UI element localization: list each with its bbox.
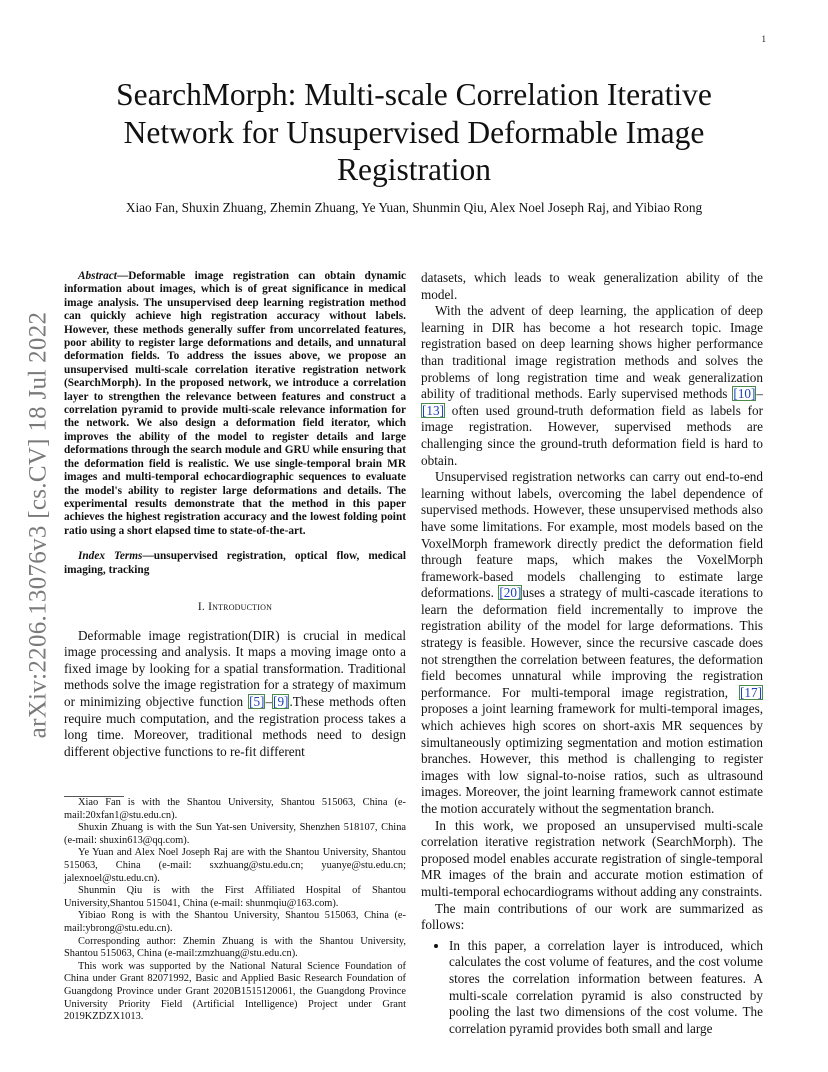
- arxiv-stamp-text: arXiv:2206.13076v3 [cs.CV] 18 Jul 2022: [24, 311, 51, 739]
- abstract: [64, 270, 406, 538]
- footnote: Shuxin Zhuang is with the Sun Yat-sen University, Shenzhen 518107, China (e-mail: shuxin613@qq.com).: [64, 822, 406, 846]
- page-number: 1: [761, 34, 766, 44]
- arxiv-stamp: [10, 290, 66, 760]
- citation-link[interactable]: [13]: [422, 402, 444, 418]
- paragraph-this-work: In this work, we proposed an unsupervised multi-scale correlation iterative registration network (SearchMorph). The proposed model enables accurate registration of single-temporal MR images of the brain and accurate motion estimation of multi-temporal echocardiograms without adding any constraints.: [421, 817, 763, 899]
- list-item: • In this paper, a correlation layer is introduced, which calculates the cost volume of features, and the cost volume stores the correlation information between features. A multi-scale correlation pyramid is also constructed by pooling the last two dimensions of the cost volume. The correlation pyramid provides both small and large: [449, 938, 763, 1038]
- citation-link[interactable]: [5]: [249, 693, 265, 709]
- footnote: Ye Yuan and Alex Noel Joseph Raj are with the Shantou University, Shantou 515063, China (e-mail: sxzhuang@stu.edu.cn; yuanye@stu.edu.cn; jalexnoel@stu.edu.cn).: [64, 847, 406, 884]
- paragraph-text: Deformable image registration(DIR) is crucial in medical image processing and analysis. It maps a moving image onto a fixed image by looking for a spatial transformation. Traditional methods solve the image registration for a strategy of maximum or minimizing objective function: [64, 627, 406, 709]
- footnote: Shunmin Qiu is with the First Affiliated Hospital of Shantou University,Shantou 515041, China (e-mail: shunmqiu@163.com).: [64, 885, 406, 909]
- paper-title: SearchMorph: Multi-scale Correlation Iterative Network for Unsupervised Deformable Image Registration: [116, 77, 712, 187]
- paragraph-text: proposes a joint learning framework for multi-temporal images, which achieves high scores on short-axis MR sequences by simultaneously optimizing segmentation and motion estimation branches. However, this method is challenging to register images with low signal-to-noise ratios, such as ultrasound images. Moreover, the joint learning framework cannot estimate the motion accurately without the segmentation branch.: [421, 701, 763, 816]
- left-column: [64, 270, 406, 760]
- paragraph-deep-learning: [421, 303, 763, 469]
- right-column: [421, 270, 763, 1037]
- paragraph-text: With the advent of deep learning, the application of deep learning in DIR has become a hot research topic. Image registration based on deep learning shows higher performance than traditional image registration methods and solves the problems of long registration time and weak generalization ability of traditional methods. Early supervised methods: [421, 303, 763, 402]
- citation-link[interactable]: [17]: [740, 684, 762, 700]
- citation-link[interactable]: [20]: [499, 585, 522, 601]
- abstract-label: Abstract: [78, 270, 117, 282]
- footnotes: [64, 796, 406, 1024]
- index-terms: [64, 550, 406, 577]
- index-terms-label: Index Terms: [78, 550, 143, 563]
- paragraph-text: uses a strategy of multi-cascade iterations to learn the deformation field incrementally to improve the registration ability of the model for large deformations. This strategy is feasible. However, since the recursive cascade does not strengthen the correlation between features, the deformation field becomes unnatural while improving the registration performance. For multi-temporal image registration,: [421, 585, 763, 700]
- section-title: Introduction: [208, 600, 273, 613]
- paragraph-text: Unsupervised registration networks can carry out end-to-end learning without labels, overcoming the label dependence of supervised methods. However, these unsupervised methods also have some limitations. For example, most models based on the VoxelMorph framework directly predict the deformation field through feature maps, which makes the VoxelMorph framework-based models challenging to estimate large deformations.: [421, 469, 763, 601]
- citation-link[interactable]: [10]: [733, 386, 756, 402]
- intro-paragraph-1: [64, 628, 406, 761]
- paragraph-unsupervised: [421, 469, 763, 817]
- footnote: Yibiao Rong is with the Shantou University, Shantou 515063, China (e-mail:ybrong@stu.edu.cn).: [64, 910, 406, 934]
- index-terms-text: —unsupervised registration, optical flow, medical imaging, tracking: [64, 550, 406, 576]
- citation-link[interactable]: [9]: [273, 693, 289, 709]
- section-numeral: I.: [197, 600, 205, 613]
- contributions-list: [421, 938, 763, 1038]
- paragraph-text: –: [756, 386, 763, 402]
- paragraph-contributions: The main contributions of our work are summarized as follows:: [421, 900, 763, 933]
- paragraph-text: –: [265, 693, 273, 709]
- footnote: Corresponding author: Zhemin Zhuang is with the Shantou University, Shantou 515063, China (e-mail:zmzhuang@stu.edu.cn).: [64, 935, 406, 960]
- abstract-text: —Deformable image registration can obtain dynamic information about images, which is of great significance in medical image analysis. The unsupervised deep learning registration method can quickly achieve high registration accuracy without labels. However, these methods generally suffer from uncorrelated features, poor ability to register large deformations and details, and unnatural deformation fields. To address the issues above, we propose an unsupervised multi-scale correlation iterative registration network (SearchMorph). In the proposed network, we introduce a correlation layer to strengthen the relevance between features and construct a correlation pyramid to provide multi-scale relevance information for the network. We also design a deformation field iterator, which improves the ability of the model to register details and large deformations through the search module and GRU while ensuring that the deformation field is realistic. We use single-temporal brain MR images and multi-temporal echocardiographic sequences to evaluate the model's ability to register large deformations and details. The experimental results demonstrate that the method in this paper achieves the highest registration accuracy and the lowest folding point ratio using a short elapsed time to state-of-the-art.: [64, 270, 406, 537]
- author-list: Xiao Fan, Shuxin Zhuang, Zhemin Zhuang, Ye Yuan, Shunmin Qiu, Alex Noel Joseph Raj, and Yibiao Rong: [125, 200, 703, 215]
- paragraph-text: .These methods often require much computation, and the registration process takes a long time. Moreover, traditional methods need to design different objective functions to re-fit different: [64, 693, 406, 759]
- footnote: This work was supported by the National Natural Science Foundation of China under Grant 82071992, Basic and Applied Basic Research Foundation of Guangdong Province under Grant 2020B1515120061, the Guangdong Province University Priority Field (Artificial Intelligence) Project under Grant 2019KZDZX1013.: [64, 960, 406, 1023]
- paragraph-text: often used ground-truth deformation field as labels for image registration. However, supervised methods are challenging since the ground-truth deformation field is hard to obtain.: [421, 402, 763, 468]
- paragraph-continued: datasets, which leads to weak generalization ability of the model.: [421, 270, 763, 302]
- footnote: Xiao Fan is with the Shantou University, Shantou 515063, China (e-mail:20xfan1@stu.edu.cn).: [64, 797, 406, 821]
- section-heading-introduction: [64, 599, 406, 616]
